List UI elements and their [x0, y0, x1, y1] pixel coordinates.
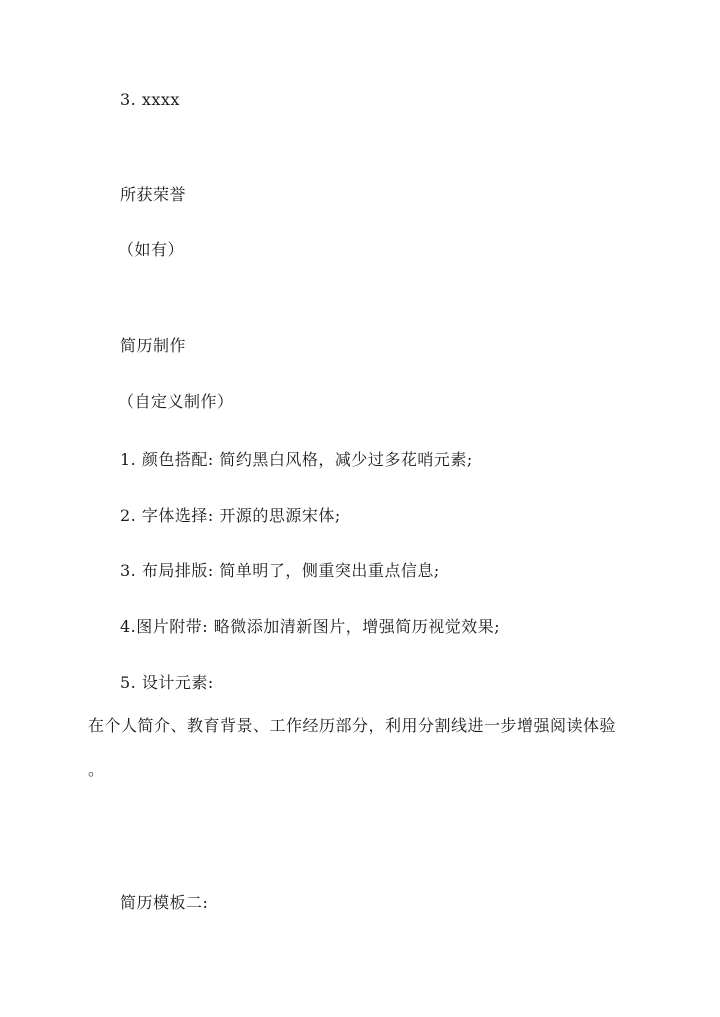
list-item-layout: 3. 布局排版: 简单明了，侧重突出重点信息;: [120, 561, 440, 580]
section-heading-honors: 所获荣誉: [120, 185, 187, 204]
paragraph-line-1: 在个人简介、教育背景、工作经历部分，利用分割线进一步增强阅读体验: [88, 716, 617, 735]
section-heading-template-two: 简历模板二:: [120, 893, 209, 912]
list-item-3-top: 3. xxxx: [120, 90, 180, 109]
list-item-design-elements: 5. 设计元素:: [120, 673, 214, 692]
list-item-font-choice: 2. 字体选择: 开源的思源宋体;: [120, 506, 341, 525]
note-custom-making: （自定义制作）: [118, 392, 234, 411]
note-if-any: （如有）: [118, 240, 185, 259]
section-heading-resume-making: 简历制作: [120, 336, 187, 355]
list-item-images: 4.图片附带: 略微添加清新图片，增强简历视觉效果;: [120, 617, 501, 636]
list-item-color-scheme: 1. 颜色搭配: 简约黑白风格，减少过多花哨元素;: [120, 450, 473, 469]
paragraph-line-2: 。: [88, 760, 105, 779]
